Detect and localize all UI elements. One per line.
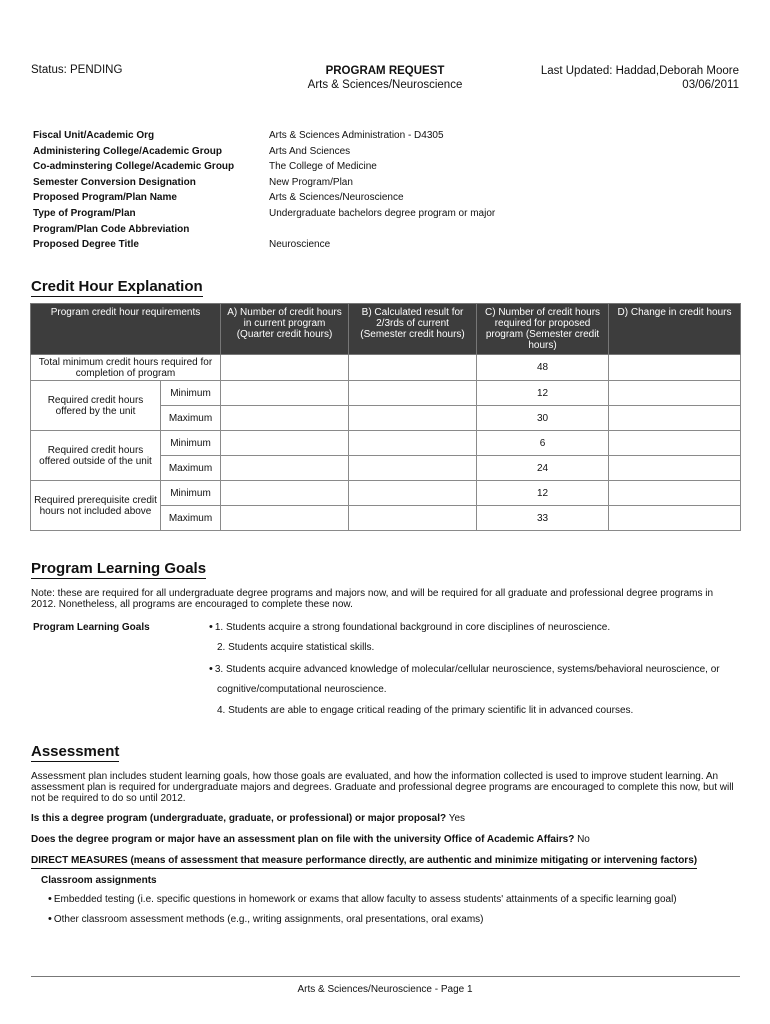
min-label: Minimum [161,431,221,456]
info-row [33,222,733,238]
cell-d [609,431,741,456]
prereq-label: Required prerequisite credit hours not included above [31,481,161,531]
question-text: Is this a degree program (undergraduate, graduate, or professional) or major proposal? [31,813,447,824]
bullet-text: Embedded testing (i.e. specific questions in homework or exams that allow faculty to assess students' attainments of a specific learning goal) [53,894,677,905]
unit-label: Required credit hours offered by the unit [31,381,161,431]
cell-d [609,481,741,506]
prereq-min-value: 12 [477,481,609,506]
info-label: Semester Conversion Designation [33,176,196,188]
cell-b [349,406,477,431]
goal-item [209,663,720,676]
program-info [33,128,733,253]
outside-max-value: 24 [477,456,609,481]
bullet-text: Other classroom assessment methods (e.g., writing assignments, oral presentations, oral exams) [53,914,484,925]
min-label: Minimum [161,381,221,406]
cell-a [221,431,349,456]
document-header [235,64,535,92]
goal-item: cognitive/computational neuroscience. [217,684,387,695]
info-value: Arts & Sciences/Neuroscience [269,192,404,204]
max-label: Maximum [161,506,221,531]
cell-d [609,506,741,531]
header-col-c: C) Number of credit hours required for proposed program (Semester credit hours) [477,304,609,355]
info-value: Arts & Sciences Administration - D4305 [269,130,444,141]
goal-text: 3. Students acquire advanced knowledge of molecular/cellular neuroscience, systems/behavioral neuroscience, or [214,664,720,675]
table-row [31,381,741,406]
assessment-section-title: Assessment [31,743,120,760]
min-label: Minimum [161,481,221,506]
info-row [33,144,733,160]
cell-b [349,481,477,506]
max-label: Maximum [161,406,221,431]
question-text: Does the degree program or major have an assessment plan on file with the university Office of Academic Affairs? [31,834,575,845]
footer-divider [31,976,740,977]
cell-a [221,381,349,406]
info-label: Administering College/Academic Group [33,145,222,157]
assessment-q1 [31,813,465,824]
info-label: Fiscal Unit/Academic Org [33,130,155,141]
last-updated-by: Last Updated: Haddad,Deborah Moore [540,65,739,77]
info-label: Program/Plan Code Abbreviation [33,223,190,235]
unit-min-value: 12 [477,381,609,406]
prereq-max-value: 33 [477,506,609,531]
cell-a [221,481,349,506]
header-col-d: D) Change in credit hours [609,304,741,355]
goals-section-heading [31,560,206,579]
info-value: Undergraduate bachelors degree program or major [269,207,496,219]
cell-b [349,355,477,381]
goals-section-title: Program Learning Goals [31,560,207,577]
info-value: The College of Medicine [269,161,377,173]
cell-a [221,506,349,531]
info-row [33,128,733,144]
cell-a [221,406,349,431]
info-row [33,237,733,253]
goal-text: 1. Students acquire a strong foundational background in core disciplines of neuroscience. [214,622,611,633]
table-row [31,355,741,381]
answer-text: No [577,834,590,845]
cell-d [609,406,741,431]
outside-label: Required credit hours offered outside of the unit [31,431,161,481]
info-value: New Program/Plan [269,176,353,188]
page-footer: Arts & Sciences/Neuroscience - Page 1 [297,984,473,995]
goal-item [209,621,610,634]
credit-hour-table [30,303,741,531]
goals-label: Program Learning Goals [33,622,150,633]
document-title: PROGRAM REQUEST [325,65,445,77]
unit-max-value: 30 [477,406,609,431]
cell-d [609,355,741,381]
answer-text: Yes [448,813,466,824]
direct-measures: DIRECT MEASURES (means of assessment that measure performance directly, are authentic and minimize mitigating or intervening factors) [31,855,697,869]
header-col-b: B) Calculated result for 2/3rds of current (Semester credit hours) [349,304,477,355]
outside-min-value: 6 [477,431,609,456]
info-row [33,206,733,222]
assessment-bullet [48,914,483,925]
document-subtitle: Arts & Sciences/Neuroscience [307,79,463,91]
credit-section-title: Credit Hour Explanation [31,278,203,295]
assessment-intro: Assessment plan includes student learning goals, how those goals are evaluated, and how the information collected is used to improve student learning. An assessment plan is required for undergraduate majors and degrees. Graduate and professional degree programs are encouraged to complete this now, but will not be required to do so until 2012. [31,771,734,804]
info-label: Type of Program/Plan [33,207,136,219]
last-updated [541,64,739,92]
cell-b [349,381,477,406]
header-requirements: Program credit hour requirements [31,304,221,355]
info-value: Arts And Sciences [269,145,351,157]
cell-b [349,431,477,456]
info-label: Co-adminstering College/Academic Group [33,161,235,173]
assessment-bullet [48,894,677,905]
total-label: Total minimum credit hours required for completion of program [31,355,221,381]
header-col-a: A) Number of credit hours in current program (Quarter credit hours) [221,304,349,355]
cell-a [221,456,349,481]
cell-b [349,506,477,531]
last-updated-date: 03/06/2011 [682,79,739,91]
info-label: Proposed Degree Title [33,239,139,251]
table-header-row [31,304,741,355]
info-value: Neuroscience [269,239,331,251]
assessment-section-heading [31,743,119,762]
assessment-q2 [31,834,590,845]
classroom-label: Classroom assignments [41,875,157,886]
status-label: Status: PENDING [31,64,123,76]
goals-note: Note: these are required for all undergraduate degree programs and majors now, and will be required for all graduate and professional degree programs in 2012. Nonetheless, all programs are encouraged to complete these now. [31,588,714,610]
cell-d [609,456,741,481]
max-label: Maximum [161,456,221,481]
info-row [33,175,733,191]
info-row [33,190,733,206]
cell-b [349,456,477,481]
table-row [31,431,741,456]
total-value: 48 [477,355,609,381]
cell-a [221,355,349,381]
info-label: Proposed Program/Plan Name [33,192,177,204]
credit-section-heading [31,278,203,297]
cell-d [609,381,741,406]
goal-item: 2. Students acquire statistical skills. [217,642,375,653]
info-value [269,222,733,238]
table-row [31,481,741,506]
goal-item: 4. Students are able to engage critical reading of the primary scientific lit in advanced courses. [217,705,634,716]
info-row [33,159,733,175]
